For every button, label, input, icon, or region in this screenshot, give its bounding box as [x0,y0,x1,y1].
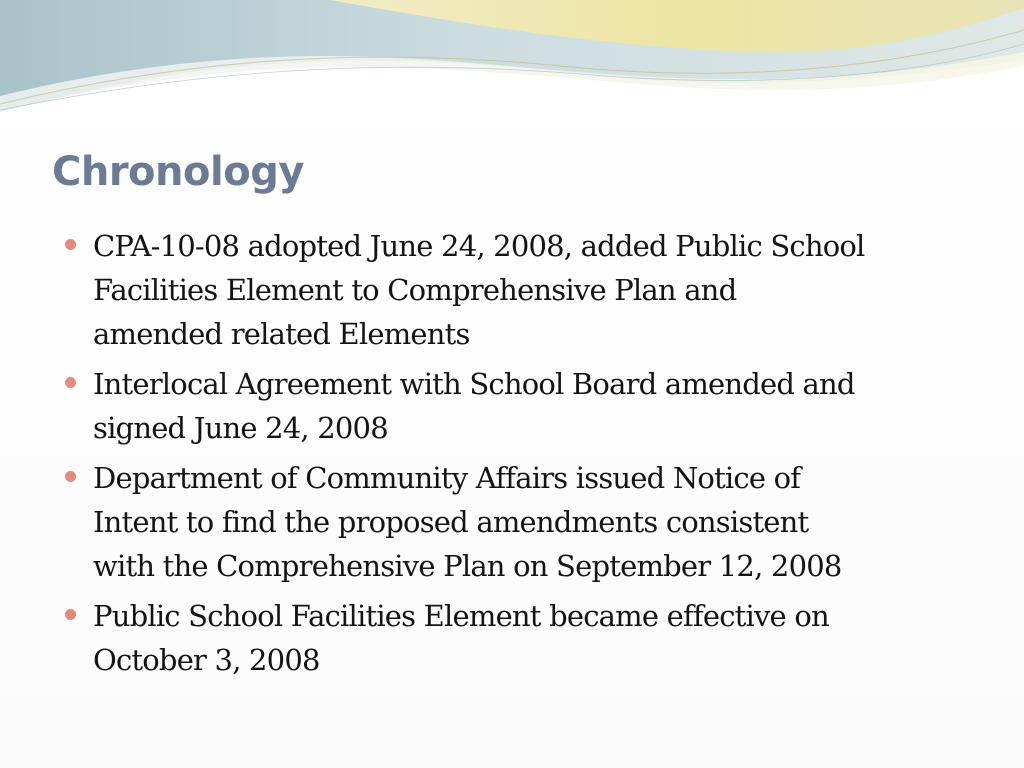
bullet-dot-icon [65,609,76,620]
bullet-item [0,456,1024,588]
bullet-dot-icon [65,239,76,250]
bullet-text: Department of Community Affairs issued Notice of Intent to find the proposed amendments consistent with the Comprehensive Plan on September 12, 2008 [93,461,842,583]
bullet-text: CPA-10-08 adopted June 24, 2008, added Public School Facilities Element to Comprehensive Plan and amended related Elements [93,229,865,351]
bullet-item [0,224,1024,356]
bullet-item [0,362,1024,450]
bullet-dot-icon [65,377,76,388]
bullet-list [0,224,1024,688]
bullet-text: Interlocal Agreement with School Board amended and signed June 24, 2008 [93,367,855,445]
bullet-dot-icon [65,471,76,482]
bullet-text: Public School Facilities Element became effective on October 3, 2008 [93,599,829,677]
slide-title: Chronology [52,149,304,195]
bullet-item [0,594,1024,682]
decorative-header-wave [0,0,1024,130]
